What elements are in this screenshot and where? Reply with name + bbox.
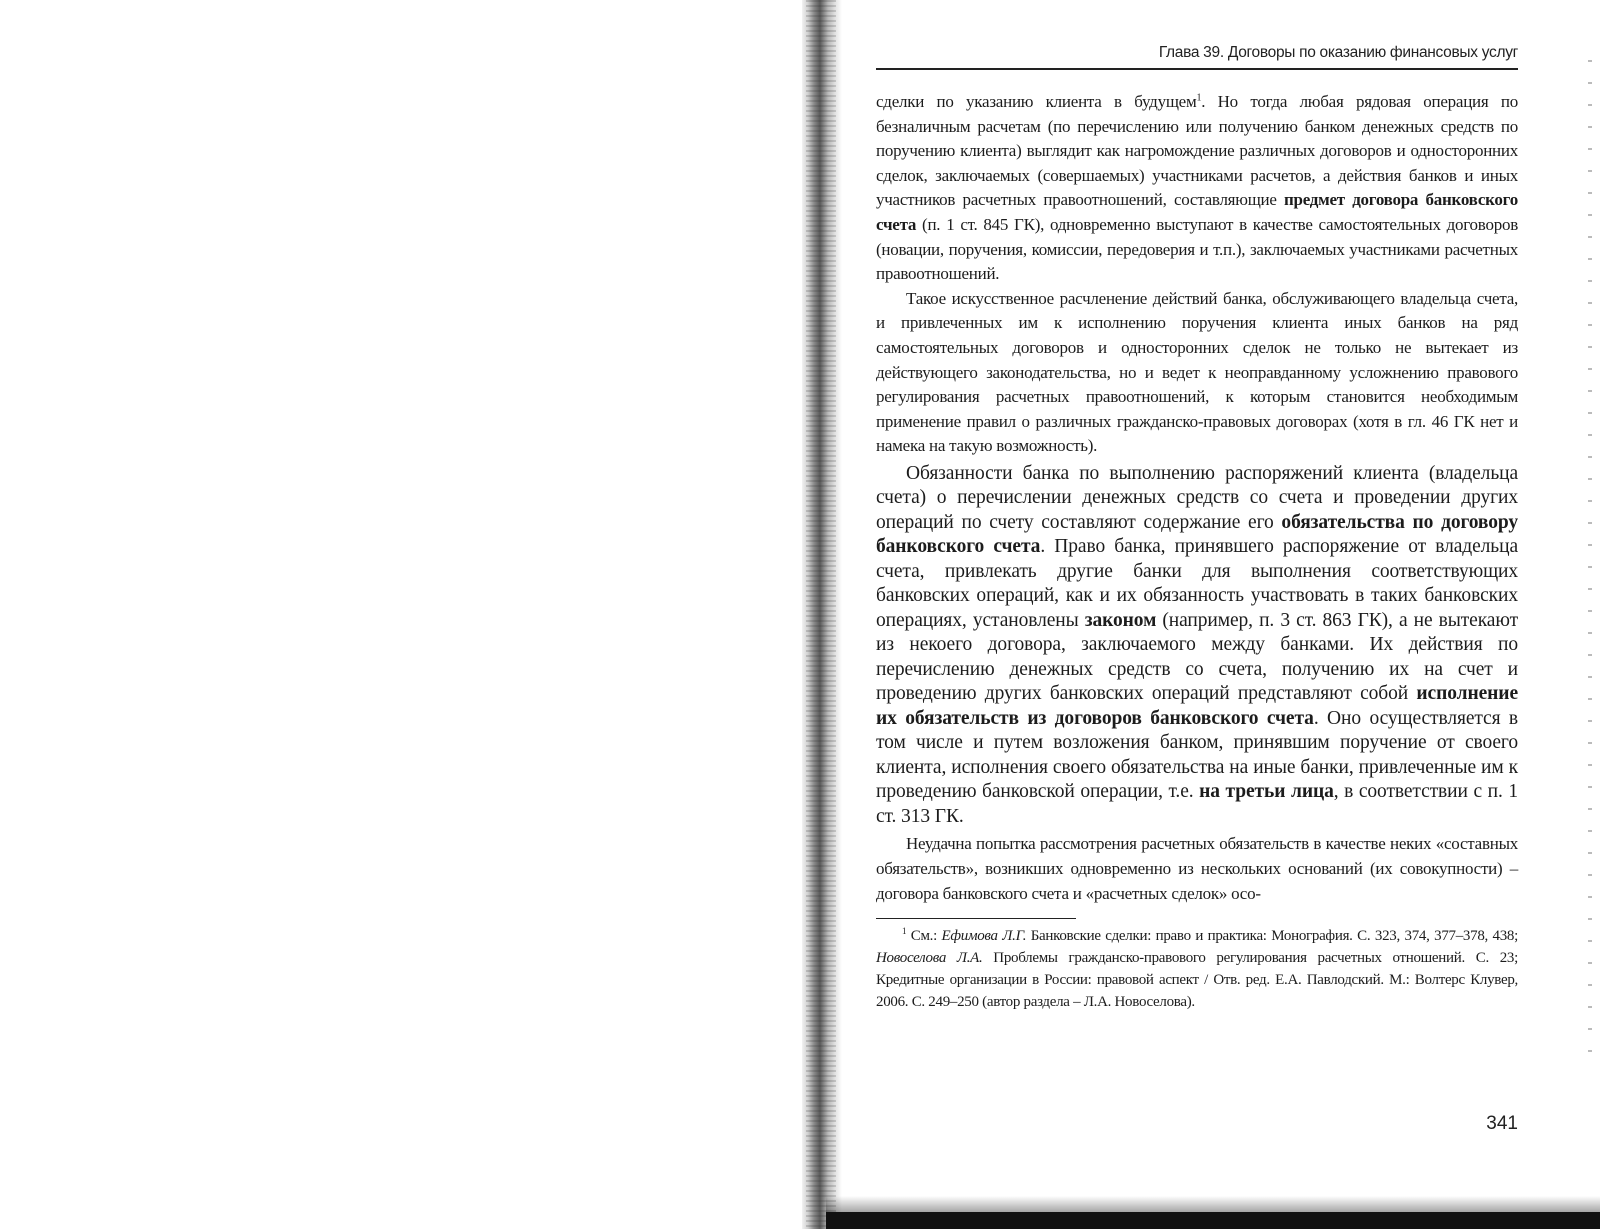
body-text <box>876 90 1518 1013</box>
bottom-shadow <box>826 1196 1600 1212</box>
bold-term: исполнение их обязательств из договоров банковского счета <box>876 683 1518 729</box>
scan-edge-noise <box>1588 60 1592 1060</box>
footnote-mark: 1 <box>902 926 907 937</box>
bottom-scan-edge <box>826 1212 1600 1229</box>
bold-term: предмет договора банковского счета <box>876 190 1518 234</box>
book-page <box>876 44 1518 1013</box>
author-name: Ефимова Л.Г. <box>941 928 1027 945</box>
paragraph-4: Неудачна попытка рассмотрения расчетных обязательств в качестве неких «составных обязательств», возникших одновременно из нескольких оснований (их совокупности) – договора банковского счета и «расчетных сделок» осо- <box>876 834 1518 903</box>
author-name: Новоселова Л.А. <box>876 950 983 967</box>
footnote: $^1$ См.: Ефимова Л.Г. Банковские сделки: право и практика: Монография. С. 323, 374, 377–378, 438; Новоселова Л.А. Проблемы гражданско-правового регулирования расчетных отношений. С. 23; Кредитные организации в России: правовой аспект / Отв. ред. Е.А. Павлодский. М.: Волтерс Клувер, 2006. С. 249–250 (автор раздела – Л.А. Новоселова). <box>876 926 1518 1011</box>
bold-term: обязательства по договору банковского счета <box>876 511 1519 558</box>
page-number: 341 <box>1486 1113 1518 1134</box>
bold-term: законом <box>1084 609 1157 631</box>
footnote-divider <box>876 918 1076 919</box>
paragraph-1: сделки по указанию клиента в будущем$^1$. Но тогда любая рядовая операция по безналичным расчетам (по перечислению или получению банком денежных средств по поручению клиента) выглядит как нагромождение различных договоров и односторонних сделок, заключаемых (совершаемых) участниками расчетов, а действия банков и иных участников расчетных правоотношений, составляющие предмет договора банковского счета (п. 1 ст. 845 ГК), одновременно выступают в качестве самостоятельных договоров (новации, поручения, комиссии, передоверия и т.п.), заключаемых участниками расчетных правоотношений. <box>876 92 1518 284</box>
bold-term: на третьи лица <box>1199 781 1334 803</box>
running-head: Глава 39. Договоры по оказанию финансовых услуг <box>876 44 1518 70</box>
gutter-texture <box>806 0 836 1229</box>
paragraph-2: Такое искусственное расчленение действий банка, обслуживающего владельца счета, и привлеченных им к исполнению поручения клиента иных банков на ряд самостоятельных договоров и односторонних сделок не только не вытекает из действующего законодательства, но и ведет к неоправданному усложнению правового регулирования расчетных правоотношений, к которым становится необходимым применение правил о различных гражданско-правовых договорах (хотя в гл. 46 ГК нет и намека на такую возможность). <box>876 288 1518 456</box>
paragraph-3: Обязанности банка по выполнению распоряжений клиента (владельца счета) о перечислении денежных средств со счета и проведении других операций по счету составляют содержание его обязательства по договору банковского счета. Право банка, принявшего распоряжение от владельца счета, привлекать другие банки для выполнения соответствующих банковских операций, как и их обязанность участвовать в таких банковских операциях, установлены законом (например, п. 3 ст. 863 ГК), а не вытекают из некоего договора, заключаемого между банками. Их действия по перечислению денежных средств со счета, получению их на счет и проведению других банковских операций представляют собой исполнение их обязательств из договоров банковского счета. Оно осуществляется в том числе и путем возложения банком, принявшим поручение от своего клиента, исполнения своего обязательства на иные банки, привлеченные им к проведению банковской операции, т.е. на третьи лица, в соответствии с п. 1 ст. 313 ГК. <box>876 462 1519 827</box>
footnote-ref: 1 <box>1196 92 1202 104</box>
